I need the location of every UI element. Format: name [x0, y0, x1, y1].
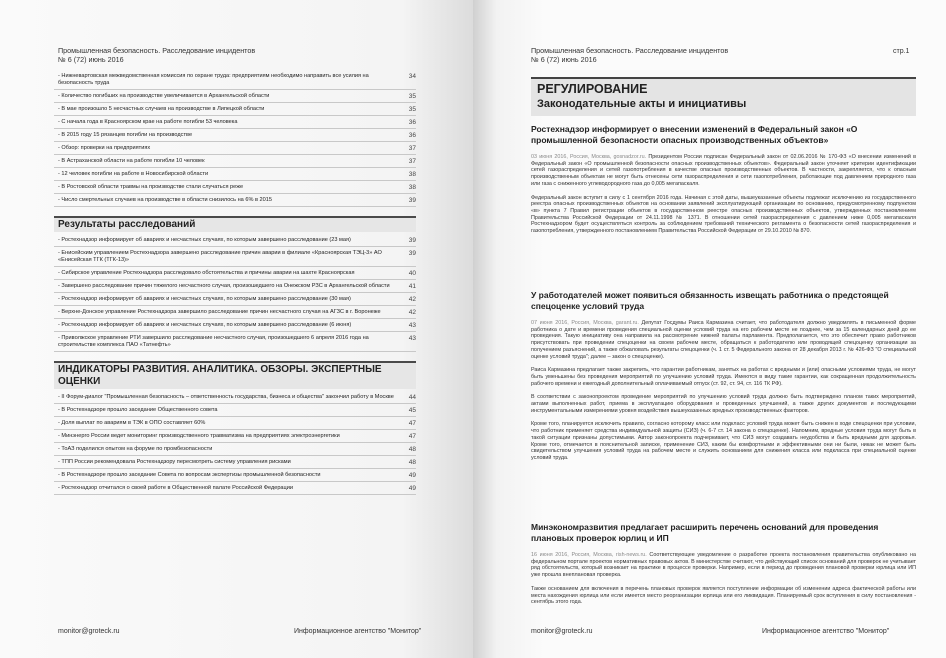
toc-item-text: - ТоАЗ поделился опытом на форуме по промбезопасности — [58, 446, 213, 452]
toc-item-text: - В 2015 году 15 рязанцев погибли на производстве — [58, 132, 193, 138]
toc-item[interactable] — [54, 116, 416, 129]
page-header — [58, 46, 255, 64]
toc-item-text: - Сибирское управление Ростехнадзора расследовало обстоятельства и причины аварии на шахте Красноярская — [58, 270, 355, 276]
toc-page-number: 48 — [408, 459, 416, 466]
toc-item-text: - В мае произошло 5 несчастных случаев на производстве в Липецкой области — [58, 106, 265, 112]
article-paragraph: Раиса Кармазина предлагает также закрепить, что гарантии работникам, занятых на работах с вредными и (или) опасными условиями труда, не могут быть уменьшены без проведения мероприятий по улучшению условий труда. Имеются в виду такие гарантии, как сокращенная продолжительность рабочего времени и ежегодный дополнительный оплачиваемый отпуск (ст. 92, ст. 94, ст. 116 ТК РФ). — [531, 367, 916, 387]
rubric-subtitle: Законодательные акты и инициативы — [537, 98, 747, 110]
toc-item-text: - 12 человек погибли на работе в Новосибирской области — [58, 171, 209, 177]
toc-item-text: - Ростехнадзор информирует об авариях и несчастных случаях, по которым завершено расследование (6 июня) — [58, 322, 352, 328]
journal-title: Промышленная безопасность. Расследование инцидентов — [531, 46, 729, 55]
toc-item-text: - Ростехнадзор информирует об авариях и несчастных случаях, по которым завершено расследование (23 мая) — [58, 237, 351, 243]
article-meta: 07 июня 2016, Россия, Москва, garant.ru. — [531, 320, 639, 326]
toc-page-number: 41 — [408, 283, 416, 290]
toc-item[interactable] — [54, 332, 416, 352]
rubric-title: РЕГУЛИРОВАНИЕ — [537, 82, 648, 96]
toc-item-text: - Завершено расследование причин тяжелого несчастного случая, произошедшего на Онежском РЗС в Архангельской области — [58, 283, 390, 289]
article-3 — [531, 522, 916, 613]
toc-page-number: 38 — [408, 171, 416, 178]
toc-investigations-list — [54, 234, 416, 352]
toc-item-text: - С начала года в Красноярском крае на работе погибли 53 человека — [58, 119, 238, 125]
toc-item-text: - Число смертельных случаев на производстве в области снизилось на 6% в 2015 — [58, 197, 272, 203]
toc-page-number: 38 — [408, 184, 416, 191]
toc-page-number: 42 — [408, 309, 416, 316]
article-title: У работодателей может появиться обязанность извещать работника о предстоящей спецоценке условий труда — [531, 290, 889, 311]
toc-item-text: - Количество погибших на производстве увеличивается в Архангельской области — [58, 93, 270, 99]
toc-item[interactable] — [54, 319, 416, 332]
article-2 — [531, 290, 916, 469]
toc-item[interactable] — [54, 234, 416, 247]
toc-item-text: - Верхне-Донское управление Ростехнадзора завершило расследование причин несчастного случая на АГЗС в г. Воронеже — [58, 309, 381, 315]
toc-item-text: - II Форум-диалог "Промышленная безопасность – ответственность государства, бизнеса и общества" закончил работу в Москве — [58, 394, 394, 400]
toc-item[interactable] — [54, 482, 416, 495]
toc-item-text: - В Астраханской области на работе погибли 10 человек — [58, 158, 205, 164]
toc-item[interactable] — [54, 168, 416, 181]
toc-item-text: - Обзор: проверки на предприятиях — [58, 145, 151, 151]
issue-number: № 6 (72) июнь 2016 — [58, 55, 124, 64]
toc-item[interactable] — [54, 181, 416, 194]
toc-item-text: - В Ростовской области травмы на производстве стали случаться реже — [58, 184, 244, 190]
article-paragraph: Кроме того, планируется исключить правило, согласно которому класс или подкласс условий труда может быть снижен в ходе спецоценки при условии, что работник применяет средства индивидуальной защиты (СИЗ) (ч. 6-7 ст. 14 закона о спецоценке). Напомним, вредные условия труда могут быть в такой ситуации признаны допустимыми. Автор законопроекта подчеркивает, что СИЗ могут создавать неудобства и быть вредными для здоровья. Кроме того, отмечается в пояснительной записке, применение СИЗ, каким бы комфортными и эффективными они ни были, никак не может быть свидетельством улучшения условий труда на рабочем месте и служить основанием для снижения класса или подкласса при специальной оценке условий труда. — [531, 421, 916, 461]
article-paragraph: Также основанием для включения в перечень плановых проверок является поступление информации об изменении адреса фактической работы или места нахождения юрлица или если имеется место реорганизации юрлица или его ликвидация. Планируемый срок вступления в силу постановления - сентябрь этого года. — [531, 585, 916, 606]
page-number: стр.1 — [893, 48, 910, 55]
section-title-indicators: ИНДИКАТОРЫ РАЗВИТИЯ. АНАЛИТИКА. ОБЗОРЫ. ЭКСПЕРТНЫЕ ОЦЕНКИ — [54, 361, 416, 389]
toc-page-number: 35 — [408, 93, 416, 100]
toc-item[interactable] — [54, 306, 416, 319]
toc-item[interactable] — [54, 129, 416, 142]
article-meta: 16 июня 2016, Россия, Москва, rish-news.ru. — [531, 552, 647, 558]
footer-email[interactable]: monitor@groteck.ru — [58, 628, 120, 635]
toc-page-number: 43 — [408, 322, 416, 329]
toc-page-number: 36 — [408, 119, 416, 126]
footer-agency: Информационное агентство "Монитор" — [294, 628, 422, 635]
toc-item-text: - Минэнерго России ведет мониторинг производственного травматизма на предприятиях электроэнергетики — [58, 433, 340, 439]
toc-item[interactable] — [54, 155, 416, 168]
toc-item-text: - Приволжское управление РТИ завершило расследование несчастного случая, произошедшего 6 апреля 2016 года на строительстве комплекса ПАО «Татнефть» — [58, 335, 369, 348]
toc-item[interactable] — [54, 293, 416, 306]
toc-item[interactable] — [54, 267, 416, 280]
article-title: Ростехнадзор информирует о внесении изменений в Федеральный закон «О промышленной безопасности опасных производственных объектов» — [531, 124, 858, 145]
toc-page-number: 44 — [408, 394, 416, 401]
toc-item[interactable] — [54, 469, 416, 482]
toc-item-text: - В Ростехнадзоре прошло заседание Совета по вопросам экспертизы промышленной безопасности — [58, 472, 321, 478]
toc-item[interactable] — [54, 456, 416, 469]
toc-page-number: 37 — [408, 145, 416, 152]
toc-item[interactable] — [54, 280, 416, 293]
toc-item[interactable] — [54, 103, 416, 116]
table-of-contents — [54, 70, 416, 495]
toc-page-number: 40 — [408, 270, 416, 277]
article-paragraph: Соответствующее уведомление о разработке проекта постановления правительства опубликовано на федеральном портале проектов нормативных правовых актов. В министерстве считают, что действующий список оснований для проверок не учитывает ряд обстоятельств, который возникает на практике в процессе проверки. Например, если в период до проведения плановой проверки юрлица или ИП уже прошла внеплановая проверка. — [531, 552, 917, 579]
toc-item[interactable] — [54, 404, 416, 417]
footer-email[interactable]: monitor@groteck.ru — [531, 628, 593, 635]
toc-page-number: 48 — [408, 446, 416, 453]
toc-page-number: 39 — [408, 197, 416, 204]
toc-page-number: 43 — [408, 335, 416, 342]
toc-page-number: 39 — [408, 250, 416, 257]
toc-item[interactable] — [54, 70, 416, 90]
toc-item[interactable] — [54, 443, 416, 456]
toc-item[interactable] — [54, 391, 416, 404]
toc-page-number: 49 — [408, 472, 416, 479]
footer-agency: Информационное агентство "Монитор" — [762, 628, 890, 635]
article-meta: 03 июня 2016, Россия, Москва, gosnadzor.ru. — [531, 154, 647, 160]
toc-item-text: - Ростехнадзор отчитался о своей работе в Общественной палате Российской Федерации — [58, 485, 293, 491]
rubric-block — [531, 77, 916, 116]
journal-title: Промышленная безопасность. Расследование инцидентов — [58, 46, 256, 55]
toc-item[interactable] — [54, 142, 416, 155]
toc-item-text: - Доля выплат по авариям в ТЭК в ОПО составляет 60% — [58, 420, 206, 426]
toc-page-number: 49 — [408, 485, 416, 492]
article-title: Минэкономразвития предлагает расширить перечень оснований для проведения плановых проверок юрлиц и ИП — [531, 522, 879, 543]
section-title-investigations: Результаты расследований — [54, 216, 416, 232]
toc-item-text: - В Ростехнадзоре прошло заседание Общественного совета — [58, 407, 218, 413]
article-1 — [531, 124, 916, 242]
toc-item[interactable] — [54, 430, 416, 443]
toc-indicators-list — [54, 391, 416, 495]
toc-page-number: 47 — [408, 420, 416, 427]
toc-item-text: - ТПП России рекомендовала Ростехнадзору пересмотреть систему управления рисками — [58, 459, 291, 465]
toc-top-list — [54, 70, 416, 207]
article-paragraph: В соответствии с законопроектом проведение мероприятий по улучшению условий труда должно быть подтверждено планом таких мероприятий, актами выполненных работ, приема в эксплуатацию оборудования и проведенных улучшений, а также других документов и последующими инструментальными измерениями уровня воздействия вышеуказанных вредных производственных факторов. — [531, 394, 916, 414]
toc-item[interactable] — [54, 194, 416, 207]
toc-item[interactable] — [54, 247, 416, 267]
toc-page-number: 36 — [408, 132, 416, 139]
toc-page-number: 37 — [408, 158, 416, 165]
article-paragraph: Президентом России подписан Федеральный закон от 02.06.2016 № 170-ФЗ «О внесении изменений в Федеральный закон «О промышленной безопасности опасных производственных объектов». Федеральный закон уточняет критерии идентификации сетей газораспределения и сетей газопотребления в качестве опасных производственных объектов. В частности, закрепляется, что к опасным производственным объектам не могут быть отнесены сети газораспределения и сети газопотребления, работающие под давлением природного газа или газа с сниженного углеводородного газа до 0,005 мегапаскаля. — [531, 154, 916, 187]
toc-page-number: 35 — [408, 106, 416, 113]
article-paragraph: Депутат Госдумы Раиса Кармазина считает, что работодателя должно уведомлять в письменной форме работника о дате и времени проведения специальной оценки условий труда на его рабочем месте не позднее, чем за 15 календарных дней до ее проведения. Такую инициативу она направила на рассмотрение нижней палаты парламента. Предполагается, что это обеспечит право работников присутствовать при проведении спецоценки на своем рабочем месте, обращаться к работодателю или проводящей спецоценку организации за получением разъяснений, а также обжаловать результаты спецоценки (ч. 1 ст. 5 Федерального закона от 28 декабря 2013 г. № 426-ФЗ "О специальной оценке условий труда"; далее – закон о спецоценке). — [531, 320, 917, 360]
toc-page-number: 47 — [408, 433, 416, 440]
toc-item-text: - Енисейским управлением Ростехнадзора завершено расследование причин аварии в филиале «Красноярская ТЭЦ-3» АО «Енисейская ТГК (ТГК-13)» — [58, 250, 382, 263]
issue-number: № 6 (72) июнь 2016 — [531, 55, 597, 64]
article-paragraph: Федеральный закон вступит в силу с 1 сентября 2016 года. Начиная с этой даты, вышеуказанные объекты подлежат исключению из государственного реестра опасных производственных объектов на основании заявлений эксплуатирующей организации по основанию, предусмотренному подпунктом «в» пункта 7 Правил регистрации объектов в государственном реестре опасных производственных объектов, утвержденных постановлением Правительства Российской Федерации от 24.11.1998 № 1371. В отношении сетей газораспределения с давлением ниже 0,005 мегапаскаля Ростехнадзором будет осуществляться контроль за соблюдением требований технического регламента о безопасности сетей газораспределения и газопотребления, утвержденного постановлением Правительства Российской Федерации от 29.10.2010 № 870. — [531, 194, 916, 235]
toc-item[interactable] — [54, 90, 416, 103]
toc-page-number: 42 — [408, 296, 416, 303]
toc-item[interactable] — [54, 417, 416, 430]
toc-item-text: - Ростехнадзор информирует об авариях и несчастных случаях, по которым завершено расследование (30 мая) — [58, 296, 351, 302]
toc-item-text: - Нижневартовская межведомственная комиссия по охране труда: предприятиям необходимо направить все усилия на безопасность труда — [58, 73, 369, 86]
toc-page-number: 39 — [408, 237, 416, 244]
page-header-right — [531, 46, 728, 64]
toc-page-number: 45 — [408, 407, 416, 414]
toc-page-number: 34 — [408, 73, 416, 80]
